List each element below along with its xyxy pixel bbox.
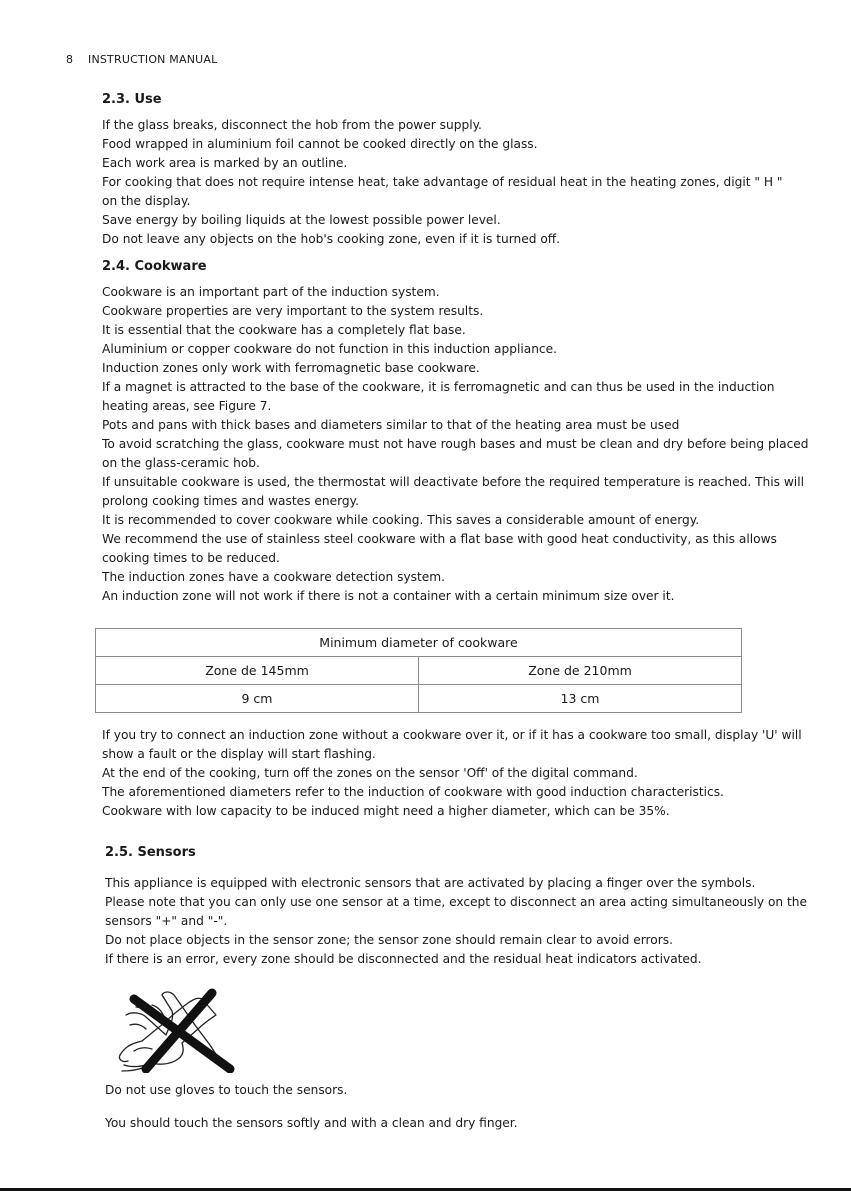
text-line: Induction zones only work with ferromagnetic base cookware.: [102, 361, 480, 375]
manual-title: INSTRUCTION MANUAL: [88, 53, 218, 66]
table-header-cell: Zone de 210mm: [419, 657, 742, 685]
text-line: Cookware with low capacity to be induced might need a higher diameter, which can be 35%.: [102, 804, 670, 818]
text-line: This appliance is equipped with electronic sensors that are activated by placing a finger over the symbols.: [105, 876, 756, 890]
use-paragraph: [102, 116, 783, 249]
text-line: Each work area is marked by an outline.: [102, 156, 348, 170]
table-cell: 13 cm: [419, 685, 742, 713]
section-heading-use: 2.3. Use: [102, 92, 162, 107]
cookware-notes: [102, 726, 802, 821]
table-cell: 9 cm: [96, 685, 419, 713]
text-line: heating areas, see Figure 7.: [102, 399, 272, 413]
text-line: Do not leave any objects on the hob's cooking zone, even if it is turned off.: [102, 232, 561, 246]
cookware-diameter-table: [95, 628, 742, 713]
text-line: show a fault or the display will start flashing.: [102, 747, 376, 761]
no-gloves-icon: [112, 985, 252, 1073]
text-line: For cooking that does not require intense heat, take advantage of residual heat in the heating zones, digit " H ": [102, 175, 783, 189]
final-instruction: You should touch the sensors softly and with a clean and dry finger.: [105, 1116, 518, 1130]
text-line: If there is an error, every zone should be disconnected and the residual heat indicators activated.: [105, 952, 702, 966]
cookware-paragraph: [102, 283, 809, 606]
table-header-cell: Zone de 145mm: [96, 657, 419, 685]
text-line: If a magnet is attracted to the base of the cookware, it is ferromagnetic and can thus be used in the induction: [102, 380, 775, 394]
text-line: sensors "+" and "-".: [105, 914, 228, 928]
table-title: Minimum diameter of cookware: [96, 629, 742, 657]
text-line: At the end of the cooking, turn off the zones on the sensor 'Off' of the digital command.: [102, 766, 638, 780]
text-line: We recommend the use of stainless steel cookware with a flat base with good heat conductivity, as this allows: [102, 532, 777, 546]
text-line: The induction zones have a cookware detection system.: [102, 570, 446, 584]
text-line: Please note that you can only use one sensor at a time, except to disconnect an area acting simultaneously on the: [105, 895, 808, 909]
text-line: Pots and pans with thick bases and diameters similar to that of the heating area must be used: [102, 418, 680, 432]
text-line: on the glass-ceramic hob.: [102, 456, 260, 470]
text-line: cooking times to be reduced.: [102, 551, 280, 565]
text-line: Cookware is an important part of the induction system.: [102, 285, 440, 299]
text-line: The aforementioned diameters refer to the induction of cookware with good induction characteristics.: [102, 785, 724, 799]
page-header: [66, 53, 217, 66]
page-number: 8: [66, 53, 74, 66]
text-line: Do not place objects in the sensor zone; the sensor zone should remain clear to avoid errors.: [105, 933, 673, 947]
section-heading-sensors: 2.5. Sensors: [105, 845, 196, 860]
sensors-paragraph: [105, 874, 808, 969]
text-line: If unsuitable cookware is used, the thermostat will deactivate before the required temperature is reached. This will: [102, 475, 804, 489]
text-line: Cookware properties are very important to the system results.: [102, 304, 484, 318]
text-line: If you try to connect an induction zone without a cookware over it, or if it has a cookware too small, display 'U' will: [102, 728, 802, 742]
text-line: It is recommended to cover cookware while cooking. This saves a considerable amount of energy.: [102, 513, 700, 527]
text-line: on the display.: [102, 194, 191, 208]
text-line: Aluminium or copper cookware do not function in this induction appliance.: [102, 342, 557, 356]
glove-caption: Do not use gloves to touch the sensors.: [105, 1083, 348, 1097]
text-line: An induction zone will not work if there is not a container with a certain minimum size over it.: [102, 589, 675, 603]
text-line: If the glass breaks, disconnect the hob from the power supply.: [102, 118, 482, 132]
text-line: It is essential that the cookware has a completely flat base.: [102, 323, 466, 337]
text-line: Food wrapped in aluminium foil cannot be cooked directly on the glass.: [102, 137, 538, 151]
text-line: To avoid scratching the glass, cookware must not have rough bases and must be clean and dry before being placed: [102, 437, 809, 451]
section-heading-cookware: 2.4. Cookware: [102, 259, 207, 274]
text-line: Save energy by boiling liquids at the lowest possible power level.: [102, 213, 501, 227]
text-line: prolong cooking times and wastes energy.: [102, 494, 359, 508]
